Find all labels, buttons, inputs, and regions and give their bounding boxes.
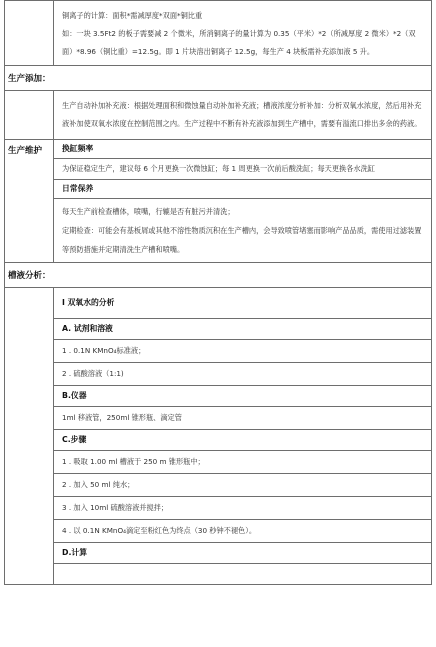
step-row-2 bbox=[5, 474, 432, 497]
freq-heading-cell bbox=[54, 140, 432, 159]
reagent-cell-2 bbox=[54, 363, 432, 386]
step-row-4 bbox=[5, 520, 432, 543]
freq-heading: 换缸频率 bbox=[62, 144, 94, 153]
step-2: 2 . 加入 50 ml 纯水； bbox=[62, 480, 135, 489]
daily-text-2: 定期检查：可能会有基板屑或其他不溶性物质沉积在生产槽内，会导致喷管堵塞而影响产品品质，需使用过滤装置等预防措施并定期清洗生产槽和喷嘴。 bbox=[62, 226, 422, 254]
production-text: 生产自动补加补充液：根据处理面积和微蚀量自动补加补充液；槽液浓度分析补加：分析双氧水浓度，然后用补充液补加使双氧水浓度在控制范围之内。生产过程中不断有补充液添加到生产槽中，需要有溢流口排出多余的药液。 bbox=[62, 101, 422, 128]
reagent-1: 1 . 0.1N KMnO₄标准液； bbox=[62, 346, 146, 355]
step-3: 3 . 加入 10ml 硫酸溶液并搅拌； bbox=[62, 503, 169, 512]
instrument-heading-cell bbox=[54, 386, 432, 407]
instrument-heading: B.仪器 bbox=[62, 391, 87, 400]
reagent-heading-cell bbox=[54, 319, 432, 340]
freq-heading-row bbox=[5, 140, 432, 159]
reagent-cell-1 bbox=[54, 340, 432, 363]
instrument-heading-row bbox=[5, 386, 432, 407]
row-label-empty bbox=[5, 288, 54, 585]
freq-text-cell bbox=[54, 159, 432, 180]
freq-text-row bbox=[5, 159, 432, 180]
production-text-row bbox=[5, 91, 432, 140]
daily-heading: 日常保养 bbox=[62, 184, 94, 193]
daily-text-cell bbox=[54, 199, 432, 263]
copper-calc-cell bbox=[54, 1, 432, 66]
calc-heading-cell bbox=[54, 543, 432, 564]
daily-text-1: 每天生产前检查槽体，喷嘴，行辘是否有脏污并清洗； bbox=[62, 207, 235, 216]
steps-heading: C.步骤 bbox=[62, 435, 87, 444]
step-1: 1 . 吸取 1.00 ml 槽液于 250 m 锥形瓶中； bbox=[62, 457, 205, 466]
reagent-row-2 bbox=[5, 363, 432, 386]
h2o2-heading: Ⅰ 双氧水的分析 bbox=[62, 298, 115, 307]
copper-calc-title: 铜离子的计算：面积*需减厚度*双面*铜比重 bbox=[62, 11, 203, 20]
freq-text: 为保证稳定生产，建议每 6 个月更换一次微蚀缸；每 1 周更换一次前后酸洗缸；每天更换各水洗缸 bbox=[62, 164, 375, 173]
maintenance-label: 生产维护 bbox=[5, 140, 54, 263]
production-label: 生产添加： bbox=[5, 66, 432, 91]
instrument-text: 1ml 移液管，250ml 锥形瓶、滴定管 bbox=[62, 413, 182, 422]
analysis-label: 槽液分析： bbox=[5, 263, 432, 288]
copper-calc-row bbox=[5, 1, 432, 66]
blank-row bbox=[5, 564, 432, 585]
daily-heading-row bbox=[5, 180, 432, 199]
daily-heading-cell bbox=[54, 180, 432, 199]
daily-text-row bbox=[5, 199, 432, 263]
calc-heading-row bbox=[5, 543, 432, 564]
reagent-heading: A. 试剂和溶液 bbox=[62, 324, 113, 333]
step-cell-4 bbox=[54, 520, 432, 543]
production-text-cell bbox=[54, 91, 432, 140]
steps-heading-row bbox=[5, 430, 432, 451]
step-cell-3 bbox=[54, 497, 432, 520]
reagent-2: 2 . 硫酸溶液（1:1) bbox=[62, 369, 124, 378]
instrument-text-row bbox=[5, 407, 432, 430]
blank-cell bbox=[54, 564, 432, 585]
copper-calc-example: 如：一块 3.5Ft2 的板子需要减 2 个微米，所消铜离子的量计算为 0.35（平米）*2（所减厚度 2 微米）*2（双面）*8.96（铜比重）=12.5g。即 1 片块溶出铜离子 12.5g，每生产 4 块板需补充添加液 5 升。 bbox=[62, 29, 416, 56]
reagent-row-1 bbox=[5, 340, 432, 363]
step-cell-2 bbox=[54, 474, 432, 497]
steps-heading-cell bbox=[54, 430, 432, 451]
h2o2-heading-cell bbox=[54, 288, 432, 319]
calc-heading: D.计算 bbox=[62, 548, 88, 557]
row-label-empty bbox=[5, 91, 54, 140]
analysis-label-row bbox=[5, 263, 432, 288]
instrument-text-cell bbox=[54, 407, 432, 430]
step-4: 4 . 以 0.1N KMnO₄滴定至粉红色为终点（30 秒钟不褪色）。 bbox=[62, 526, 257, 535]
process-table bbox=[4, 0, 432, 585]
reagent-heading-row bbox=[5, 319, 432, 340]
production-label-row bbox=[5, 66, 432, 91]
step-cell-1 bbox=[54, 451, 432, 474]
h2o2-heading-row bbox=[5, 288, 432, 319]
step-row-1 bbox=[5, 451, 432, 474]
row-label-empty bbox=[5, 1, 54, 66]
step-row-3 bbox=[5, 497, 432, 520]
